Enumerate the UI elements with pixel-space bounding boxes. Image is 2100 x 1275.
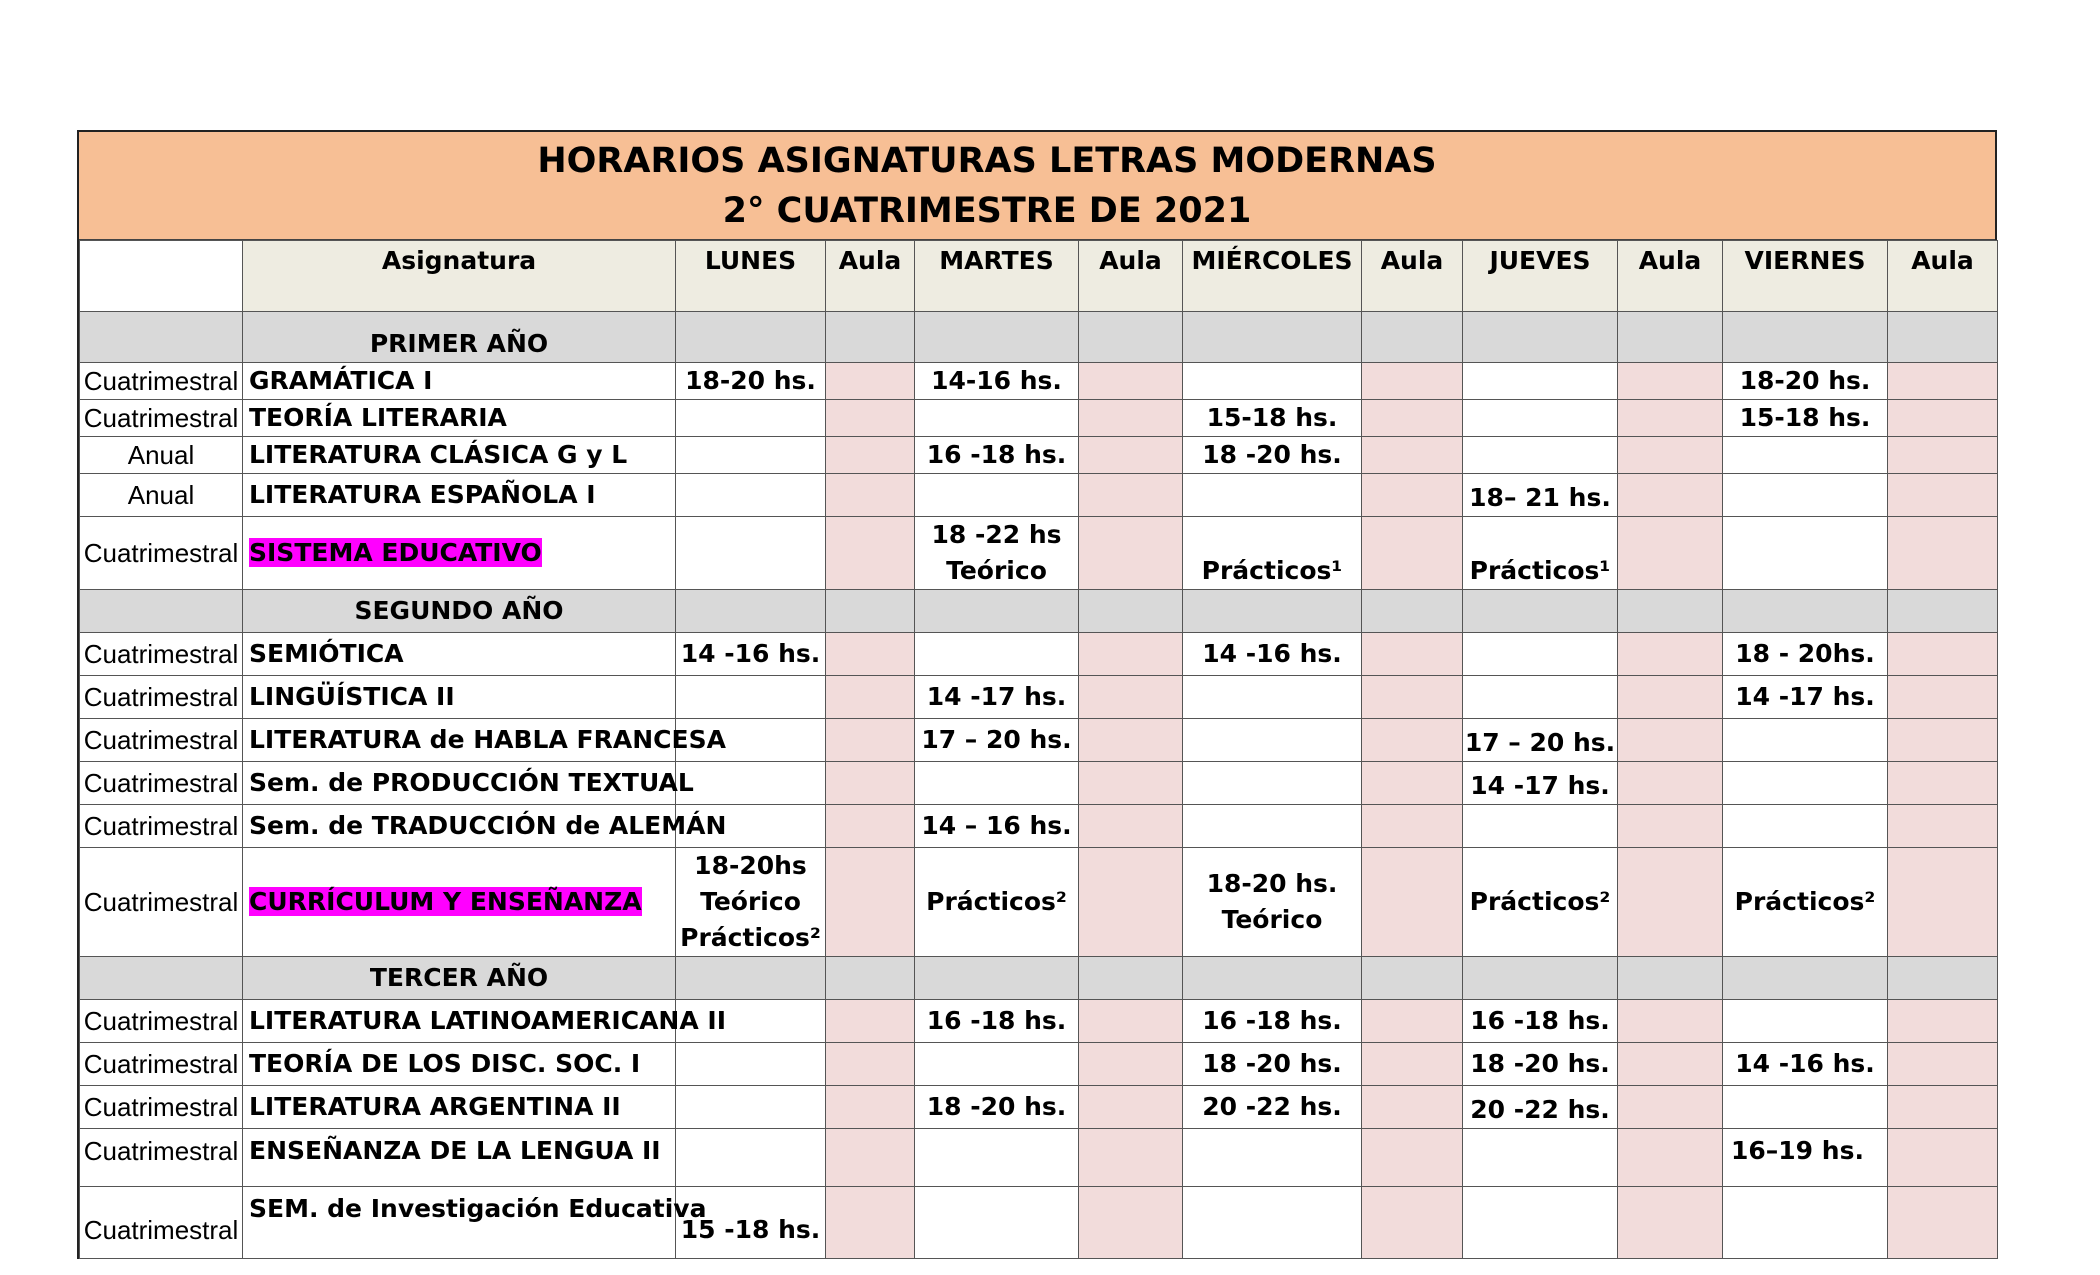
year-cell bbox=[676, 590, 826, 633]
aula-cell bbox=[1079, 848, 1183, 957]
aula-cell bbox=[826, 1187, 915, 1259]
martes-cell bbox=[915, 474, 1079, 517]
year-blank bbox=[80, 957, 243, 1000]
kind-cell: Cuatrimestral bbox=[80, 1043, 243, 1086]
year-cell bbox=[1362, 957, 1463, 1000]
aula-cell bbox=[1079, 474, 1183, 517]
header-miercoles: MIÉRCOLES bbox=[1183, 241, 1362, 312]
aula-cell bbox=[1618, 1000, 1723, 1043]
martes-cell: Prácticos² bbox=[915, 848, 1079, 957]
subject-cell: GRAMÁTICA I bbox=[243, 363, 676, 400]
aula-cell bbox=[1079, 633, 1183, 676]
aula-cell bbox=[1079, 805, 1183, 848]
header-asignatura: Asignatura bbox=[243, 241, 676, 312]
viernes-cell bbox=[1723, 1086, 1888, 1129]
aula-cell bbox=[1888, 1086, 1998, 1129]
aula-cell bbox=[1888, 400, 1998, 437]
aula-cell bbox=[1888, 1129, 1998, 1187]
aula-cell bbox=[826, 363, 915, 400]
aula-cell bbox=[1079, 400, 1183, 437]
aula-cell bbox=[1362, 474, 1463, 517]
aula-cell bbox=[1362, 762, 1463, 805]
year-cell bbox=[1723, 312, 1888, 363]
jueves-cell bbox=[1463, 437, 1618, 474]
aula-cell bbox=[1362, 400, 1463, 437]
martes-cell bbox=[915, 1187, 1079, 1259]
year-cell bbox=[1183, 957, 1362, 1000]
martes-cell: 14 -17 hs. bbox=[915, 676, 1079, 719]
aula-cell bbox=[826, 1043, 915, 1086]
miercoles-cell bbox=[1183, 474, 1362, 517]
year-cell bbox=[1888, 312, 1998, 363]
title-line-1: HORARIOS ASIGNATURAS LETRAS MODERNAS bbox=[537, 140, 1437, 181]
header-aula: Aula bbox=[1362, 241, 1463, 312]
martes-cell: 18 -20 hs. bbox=[915, 1086, 1079, 1129]
aula-cell bbox=[1618, 363, 1723, 400]
martes-cell bbox=[915, 400, 1079, 437]
aula-cell bbox=[1079, 1086, 1183, 1129]
martes-cell bbox=[915, 1129, 1079, 1187]
kind-cell: Cuatrimestral bbox=[80, 762, 243, 805]
year-cell bbox=[915, 957, 1079, 1000]
subject-cell: SEMIÓTICA bbox=[243, 633, 676, 676]
lunes-cell bbox=[676, 1043, 826, 1086]
year-blank bbox=[80, 590, 243, 633]
aula-cell bbox=[1079, 1043, 1183, 1086]
subject-cell bbox=[243, 517, 676, 590]
aula-cell bbox=[826, 762, 915, 805]
aula-cell bbox=[1618, 437, 1723, 474]
header-aula: Aula bbox=[1888, 241, 1998, 312]
table-row bbox=[80, 762, 1998, 805]
year-cell bbox=[826, 590, 915, 633]
aula-cell bbox=[1079, 1187, 1183, 1259]
aula-cell bbox=[826, 719, 915, 762]
aula-cell bbox=[1618, 762, 1723, 805]
kind-cell: Cuatrimestral bbox=[80, 400, 243, 437]
aula-cell bbox=[1362, 1129, 1463, 1187]
year-cell bbox=[1463, 312, 1618, 363]
year-row-third bbox=[80, 957, 1998, 1000]
header-aula: Aula bbox=[1079, 241, 1183, 312]
year-label: TERCER AÑO bbox=[243, 957, 676, 1000]
aula-cell bbox=[1079, 1000, 1183, 1043]
year-cell bbox=[1183, 590, 1362, 633]
year-label: PRIMER AÑO bbox=[243, 312, 676, 363]
miercoles-cell: 16 -18 hs. bbox=[1183, 1000, 1362, 1043]
aula-cell bbox=[826, 400, 915, 437]
martes-cell bbox=[915, 517, 1079, 590]
viernes-cell: 14 -17 hs. bbox=[1723, 676, 1888, 719]
kind-cell: Anual bbox=[80, 474, 243, 517]
miercoles-line: Teórico bbox=[1221, 905, 1323, 934]
jueves-cell bbox=[1463, 400, 1618, 437]
aula-cell bbox=[1362, 1086, 1463, 1129]
aula-cell bbox=[1888, 805, 1998, 848]
year-label: SEGUNDO AÑO bbox=[243, 590, 676, 633]
miercoles-cell bbox=[1183, 1187, 1362, 1259]
aula-cell bbox=[1618, 1129, 1723, 1187]
aula-cell bbox=[1079, 676, 1183, 719]
jueves-cell: 17 – 20 hs. bbox=[1463, 719, 1618, 762]
year-cell bbox=[676, 957, 826, 1000]
table-row bbox=[80, 1043, 1998, 1086]
aula-cell bbox=[1362, 719, 1463, 762]
viernes-cell bbox=[1723, 1187, 1888, 1259]
header-aula: Aula bbox=[826, 241, 915, 312]
aula-cell bbox=[1618, 400, 1723, 437]
lunes-cell bbox=[676, 676, 826, 719]
subject-cell: LITERATURA de HABLA FRANCESA bbox=[243, 719, 676, 762]
aula-cell bbox=[1618, 719, 1723, 762]
kind-cell: Cuatrimestral bbox=[80, 719, 243, 762]
miercoles-cell: Prácticos¹ bbox=[1183, 517, 1362, 590]
year-cell bbox=[1463, 957, 1618, 1000]
viernes-cell bbox=[1723, 517, 1888, 590]
subject-cell: LITERATURA LATINOAMERICANA II bbox=[243, 1000, 676, 1043]
subject-cell: TEORÍA DE LOS DISC. SOC. I bbox=[243, 1043, 676, 1086]
year-cell bbox=[1888, 957, 1998, 1000]
aula-cell bbox=[1079, 762, 1183, 805]
viernes-cell: 16–19 hs. bbox=[1723, 1129, 1888, 1187]
year-cell bbox=[1618, 312, 1723, 363]
martes-cell bbox=[915, 762, 1079, 805]
viernes-cell: Prácticos² bbox=[1723, 848, 1888, 957]
table-row bbox=[80, 848, 1998, 957]
jueves-cell: 16 -18 hs. bbox=[1463, 1000, 1618, 1043]
title-line-2: 2° CUATRIMESTRE DE 2021 bbox=[722, 190, 1252, 231]
aula-cell bbox=[1362, 848, 1463, 957]
lunes-cell: 18-20 hs. bbox=[676, 363, 826, 400]
aula-cell bbox=[1618, 805, 1723, 848]
jueves-cell bbox=[1463, 363, 1618, 400]
year-cell bbox=[1618, 957, 1723, 1000]
year-blank bbox=[80, 312, 243, 363]
aula-cell bbox=[826, 474, 915, 517]
year-cell bbox=[826, 312, 915, 363]
aula-cell bbox=[1618, 1043, 1723, 1086]
year-cell bbox=[915, 312, 1079, 363]
table-row bbox=[80, 1000, 1998, 1043]
year-cell bbox=[1888, 590, 1998, 633]
aula-cell bbox=[1362, 437, 1463, 474]
subject-cell: LINGÜÍSTICA II bbox=[243, 676, 676, 719]
miercoles-cell bbox=[1183, 719, 1362, 762]
subject-cell: LITERATURA ESPAÑOLA I bbox=[243, 474, 676, 517]
table-row bbox=[80, 676, 1998, 719]
highlighted-subject: CURRÍCULUM Y ENSEÑANZA bbox=[249, 887, 642, 916]
aula-cell bbox=[1888, 848, 1998, 957]
miercoles-cell bbox=[1183, 1129, 1362, 1187]
kind-cell: Cuatrimestral bbox=[80, 517, 243, 590]
header-cell-blank bbox=[80, 241, 243, 312]
aula-cell bbox=[1079, 1129, 1183, 1187]
aula-cell bbox=[826, 633, 915, 676]
aula-cell bbox=[826, 1086, 915, 1129]
viernes-cell bbox=[1723, 719, 1888, 762]
lunes-cell bbox=[676, 1129, 826, 1187]
table-row bbox=[80, 363, 1998, 400]
viernes-cell: 18-20 hs. bbox=[1723, 363, 1888, 400]
lunes-line: Teórico bbox=[700, 887, 801, 916]
aula-cell bbox=[1079, 437, 1183, 474]
viernes-cell bbox=[1723, 805, 1888, 848]
aula-cell bbox=[1888, 1187, 1998, 1259]
year-cell bbox=[676, 312, 826, 363]
aula-cell bbox=[1362, 363, 1463, 400]
aula-cell bbox=[1618, 1086, 1723, 1129]
table-row bbox=[80, 633, 1998, 676]
aula-cell bbox=[1888, 676, 1998, 719]
jueves-cell bbox=[1463, 1129, 1618, 1187]
table-row bbox=[80, 474, 1998, 517]
aula-cell bbox=[1362, 1000, 1463, 1043]
subject-cell bbox=[243, 848, 676, 957]
aula-cell bbox=[1888, 1000, 1998, 1043]
lunes-cell bbox=[676, 400, 826, 437]
kind-cell: Cuatrimestral bbox=[80, 676, 243, 719]
jueves-cell: 20 -22 hs. bbox=[1463, 1086, 1618, 1129]
jueves-cell: 14 -17 hs. bbox=[1463, 762, 1618, 805]
aula-cell bbox=[1362, 517, 1463, 590]
header-viernes: VIERNES bbox=[1723, 241, 1888, 312]
lunes-cell bbox=[676, 762, 826, 805]
subject-cell: LITERATURA CLÁSICA G y L bbox=[243, 437, 676, 474]
year-cell bbox=[1723, 590, 1888, 633]
year-row-second bbox=[80, 590, 1998, 633]
lunes-cell bbox=[676, 437, 826, 474]
aula-cell bbox=[1888, 517, 1998, 590]
viernes-cell: 18 - 20hs. bbox=[1723, 633, 1888, 676]
lunes-cell bbox=[676, 517, 826, 590]
table-row bbox=[80, 1086, 1998, 1129]
kind-cell: Cuatrimestral bbox=[80, 1187, 243, 1259]
year-cell bbox=[1723, 957, 1888, 1000]
jueves-cell bbox=[1463, 676, 1618, 719]
kind-cell: Cuatrimestral bbox=[80, 1000, 243, 1043]
martes-line: Teórico bbox=[946, 556, 1047, 585]
viernes-cell bbox=[1723, 1000, 1888, 1043]
aula-cell bbox=[826, 805, 915, 848]
year-cell bbox=[1079, 590, 1183, 633]
year-row-first bbox=[80, 312, 1998, 363]
aula-cell bbox=[826, 676, 915, 719]
jueves-cell bbox=[1463, 633, 1618, 676]
miercoles-cell bbox=[1183, 848, 1362, 957]
miercoles-cell: 18 -20 hs. bbox=[1183, 1043, 1362, 1086]
kind-cell: Cuatrimestral bbox=[80, 805, 243, 848]
viernes-cell bbox=[1723, 762, 1888, 805]
table-row bbox=[80, 805, 1998, 848]
aula-cell bbox=[1362, 1043, 1463, 1086]
highlighted-subject: SISTEMA EDUCATIVO bbox=[249, 538, 542, 567]
subject-cell: LITERATURA ARGENTINA II bbox=[243, 1086, 676, 1129]
martes-cell bbox=[915, 633, 1079, 676]
lunes-line: 18-20hs bbox=[694, 851, 807, 880]
header-lunes: LUNES bbox=[676, 241, 826, 312]
lunes-cell bbox=[676, 848, 826, 957]
kind-cell: Cuatrimestral bbox=[80, 1086, 243, 1129]
miercoles-cell bbox=[1183, 805, 1362, 848]
martes-cell: 17 – 20 hs. bbox=[915, 719, 1079, 762]
aula-cell bbox=[1362, 633, 1463, 676]
martes-cell: 14-16 hs. bbox=[915, 363, 1079, 400]
year-cell bbox=[1362, 312, 1463, 363]
aula-cell bbox=[1079, 363, 1183, 400]
jueves-cell: 18 -20 hs. bbox=[1463, 1043, 1618, 1086]
aula-cell bbox=[1079, 517, 1183, 590]
jueves-cell: Prácticos² bbox=[1463, 848, 1618, 957]
table-row bbox=[80, 1129, 1998, 1187]
aula-cell bbox=[1888, 762, 1998, 805]
martes-cell: 14 – 16 hs. bbox=[915, 805, 1079, 848]
kind-cell: Anual bbox=[80, 437, 243, 474]
aula-cell bbox=[826, 1129, 915, 1187]
subject-cell: Sem. de TRADUCCIÓN de ALEMÁN bbox=[243, 805, 676, 848]
aula-cell bbox=[1362, 1187, 1463, 1259]
miercoles-cell: 14 -16 hs. bbox=[1183, 633, 1362, 676]
aula-cell bbox=[1362, 805, 1463, 848]
year-cell bbox=[1463, 590, 1618, 633]
jueves-cell: Prácticos¹ bbox=[1463, 517, 1618, 590]
year-cell bbox=[1362, 590, 1463, 633]
aula-cell bbox=[826, 1000, 915, 1043]
aula-cell bbox=[1618, 848, 1723, 957]
miercoles-cell: 15-18 hs. bbox=[1183, 400, 1362, 437]
aula-cell bbox=[1618, 676, 1723, 719]
header-jueves: JUEVES bbox=[1463, 241, 1618, 312]
year-cell bbox=[826, 957, 915, 1000]
table-row bbox=[80, 1187, 1998, 1259]
viernes-cell: 14 -16 hs. bbox=[1723, 1043, 1888, 1086]
aula-cell bbox=[826, 437, 915, 474]
aula-cell bbox=[826, 517, 915, 590]
aula-cell bbox=[1888, 719, 1998, 762]
miercoles-cell: 20 -22 hs. bbox=[1183, 1086, 1362, 1129]
aula-cell bbox=[1888, 474, 1998, 517]
table-row bbox=[80, 517, 1998, 590]
year-cell bbox=[915, 590, 1079, 633]
martes-cell: 16 -18 hs. bbox=[915, 1000, 1079, 1043]
lunes-cell: 15 -18 hs. bbox=[676, 1187, 826, 1259]
miercoles-cell bbox=[1183, 676, 1362, 719]
jueves-cell bbox=[1463, 1187, 1618, 1259]
header-row bbox=[80, 241, 1998, 312]
year-cell bbox=[1183, 312, 1362, 363]
martes-cell: 16 -18 hs. bbox=[915, 437, 1079, 474]
aula-cell bbox=[826, 848, 915, 957]
subject-cell: SEM. de Investigación Educativa bbox=[243, 1187, 676, 1259]
miercoles-cell bbox=[1183, 363, 1362, 400]
kind-cell: Cuatrimestral bbox=[80, 363, 243, 400]
lunes-cell: 14 -16 hs. bbox=[676, 633, 826, 676]
kind-cell: Cuatrimestral bbox=[80, 633, 243, 676]
viernes-cell bbox=[1723, 437, 1888, 474]
aula-cell bbox=[1618, 633, 1723, 676]
year-cell bbox=[1079, 957, 1183, 1000]
table-row bbox=[80, 400, 1998, 437]
subject-cell: ENSEÑANZA DE LA LENGUA II bbox=[243, 1129, 676, 1187]
aula-cell bbox=[1888, 1043, 1998, 1086]
subject-cell: TEORÍA LITERARIA bbox=[243, 400, 676, 437]
aula-cell bbox=[1079, 719, 1183, 762]
miercoles-cell bbox=[1183, 762, 1362, 805]
martes-line: 18 -22 hs bbox=[931, 520, 1062, 549]
martes-cell bbox=[915, 1043, 1079, 1086]
schedule-sheet bbox=[77, 130, 1997, 1259]
aula-cell bbox=[1888, 363, 1998, 400]
aula-cell bbox=[1618, 517, 1723, 590]
year-cell bbox=[1618, 590, 1723, 633]
subject-cell: Sem. de PRODUCCIÓN TEXTUAL bbox=[243, 762, 676, 805]
kind-cell: Cuatrimestral bbox=[80, 848, 243, 957]
viernes-cell bbox=[1723, 474, 1888, 517]
lunes-cell bbox=[676, 474, 826, 517]
table-row bbox=[80, 719, 1998, 762]
kind-cell: Cuatrimestral bbox=[80, 1129, 243, 1187]
aula-cell bbox=[1618, 474, 1723, 517]
jueves-cell: 18– 21 hs. bbox=[1463, 474, 1618, 517]
year-cell bbox=[1079, 312, 1183, 363]
viernes-cell: 15-18 hs. bbox=[1723, 400, 1888, 437]
aula-cell bbox=[1362, 676, 1463, 719]
lunes-line: Prácticos² bbox=[680, 923, 821, 952]
lunes-cell bbox=[676, 1086, 826, 1129]
aula-cell bbox=[1888, 437, 1998, 474]
schedule-table bbox=[79, 240, 1998, 1259]
table-row bbox=[80, 437, 1998, 474]
jueves-cell bbox=[1463, 805, 1618, 848]
header-aula: Aula bbox=[1618, 241, 1723, 312]
aula-cell bbox=[1888, 633, 1998, 676]
miercoles-cell: 18 -20 hs. bbox=[1183, 437, 1362, 474]
miercoles-line: 18-20 hs. bbox=[1206, 869, 1338, 898]
title-band bbox=[79, 132, 1995, 240]
aula-cell bbox=[1618, 1187, 1723, 1259]
header-martes: MARTES bbox=[915, 241, 1079, 312]
